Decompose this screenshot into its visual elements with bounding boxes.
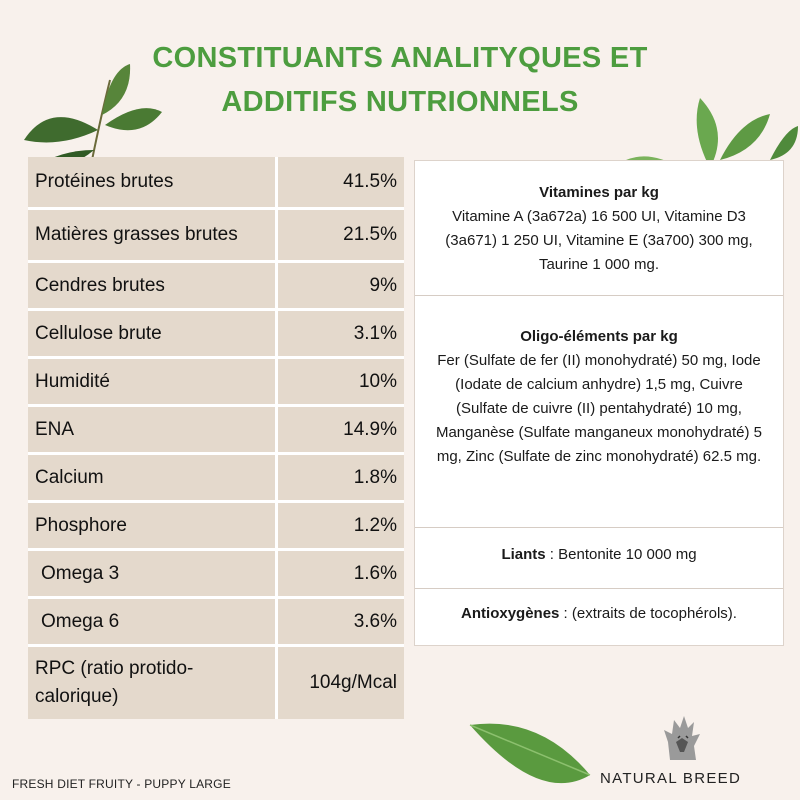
section-divider — [415, 588, 783, 589]
row-value: 1.6% — [278, 551, 404, 596]
binders-label: Liants — [501, 546, 546, 563]
table-row — [28, 407, 404, 452]
analytical-constituents-table — [28, 157, 404, 719]
row-label: Phosphore — [28, 503, 275, 548]
row-value: 104g/Mcal — [278, 647, 404, 719]
antioxidants-label: Antioxygènes — [461, 605, 560, 622]
row-label: ENA — [28, 407, 275, 452]
row-label: Humidité — [28, 359, 275, 404]
row-value: 14.9% — [278, 407, 404, 452]
trace-elements-section — [415, 325, 783, 469]
page-title-line2: ADDITIFS NUTRIONNELS — [221, 86, 579, 118]
table-row — [28, 503, 404, 548]
table-row — [28, 551, 404, 596]
table-row — [28, 359, 404, 404]
row-label: Omega 6 — [28, 599, 275, 644]
row-label: Cendres brutes — [28, 263, 275, 308]
row-value: 1.2% — [278, 503, 404, 548]
row-label: Protéines brutes — [28, 157, 275, 207]
row-value: 3.6% — [278, 599, 404, 644]
table-row — [28, 210, 404, 260]
row-value: 10% — [278, 359, 404, 404]
row-value: 1.8% — [278, 455, 404, 500]
trace-elements-heading: Oligo-éléments par kg — [520, 328, 678, 345]
table-row — [28, 263, 404, 308]
page-title — [0, 36, 800, 124]
row-label: Cellulose brute — [28, 311, 275, 356]
row-label: Calcium — [28, 455, 275, 500]
antioxidants-section — [415, 602, 783, 626]
row-value: 3.1% — [278, 311, 404, 356]
binders-section — [415, 543, 783, 567]
wolf-logo-icon — [662, 712, 702, 762]
row-value: 9% — [278, 263, 404, 308]
row-value: 41.5% — [278, 157, 404, 207]
vitamins-heading: Vitamines par kg — [539, 184, 659, 201]
section-divider — [415, 527, 783, 528]
table-row — [28, 311, 404, 356]
table-row — [28, 599, 404, 644]
row-value: 21.5% — [278, 210, 404, 260]
page-title-line1: CONSTITUANTS ANALITYQUES ET — [152, 42, 648, 74]
row-label: Matières grasses brutes — [28, 210, 275, 260]
antioxidants-text: : (extraits de tocophérols). — [559, 605, 737, 622]
product-name: FRESH DIET FRUITY - PUPPY LARGE — [12, 777, 231, 791]
vitamins-text: Vitamine A (3a672a) 16 500 UI, Vitamine D3 (3a671) 1 250 UI, Vitamine E (3a700) 300 mg, Taurine 1 000 mg. — [445, 208, 753, 273]
brand-name: NATURAL BREED — [600, 770, 742, 787]
section-divider — [415, 295, 783, 296]
table-row — [28, 455, 404, 500]
leaf-bottom-icon — [450, 715, 610, 800]
row-label: RPC (ratio protido-calorique) — [28, 647, 275, 719]
vitamins-section — [415, 181, 783, 277]
trace-elements-text: Fer (Sulfate de fer (II) monohydraté) 50 mg, Iode (Iodate de calcium anhydre) 1,5 mg, Cuivre (Sulfate de cuivre (II) pentahydraté) 10 mg, Manganèse (Sulfate manganeux monohydraté) 5 mg, Zinc (Sulfate de zinc monohydraté) 62.5 mg. — [435, 352, 763, 465]
table-row — [28, 647, 404, 719]
table-row — [28, 157, 404, 207]
row-label: Omega 3 — [28, 551, 275, 596]
binders-text: : Bentonite 10 000 mg — [545, 546, 697, 563]
additives-panel — [414, 160, 784, 646]
